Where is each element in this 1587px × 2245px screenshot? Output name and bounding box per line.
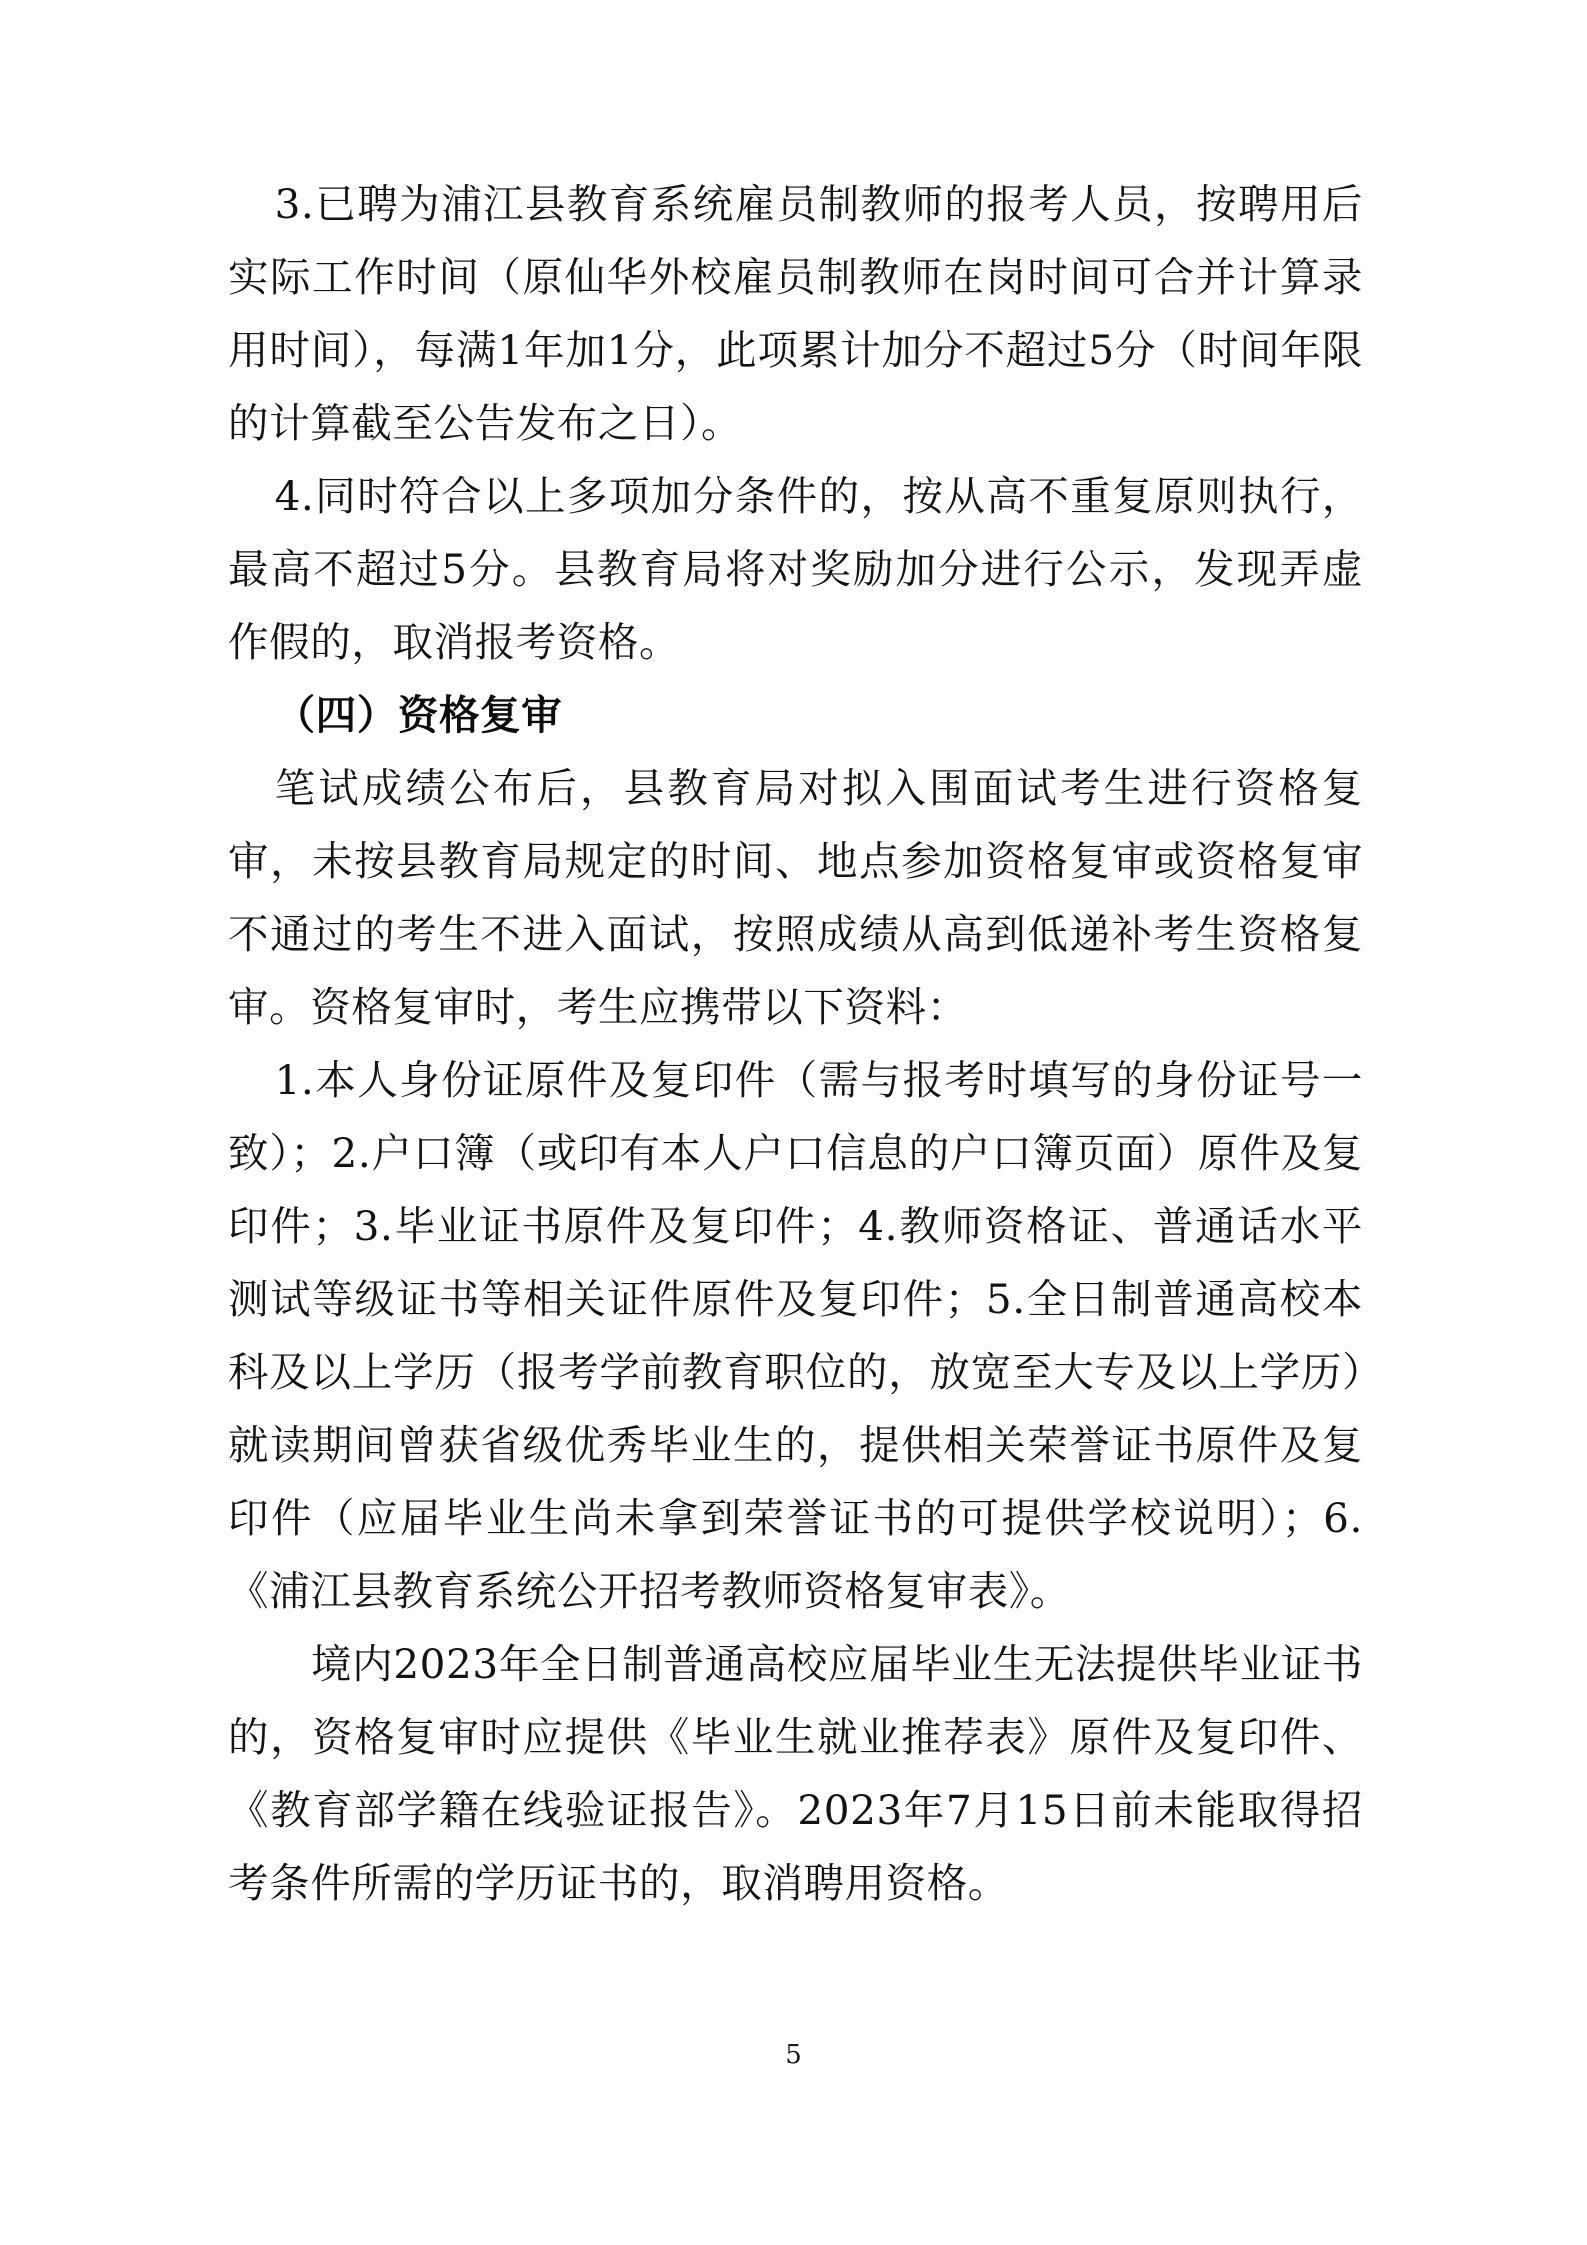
section-heading-qualification-review: （四）资格复审 xyxy=(274,691,563,739)
paragraph-item-3: 3.已聘为浦江县教育系统雇员制教师的报考人员，按聘用后实际工作时间（原仙华外校雇员制教师在岗时间可合并计算录用时间），每满1年加1分，此项累计加分不超过5分（时间年限的计算截至公告发布之日）。 xyxy=(228,180,1363,447)
page-number: 5 xyxy=(785,2040,802,2070)
paragraph-graduates-note: 境内2023年全日制普通高校应届毕业生无法提供毕业证书的，资格复审时应提供《毕业生就业推荐表》原件及复印件、《教育部学籍在线验证报告》。2023年7月15日前未能取得招考条件所需的学历证书的，取消聘用资格。 xyxy=(228,1640,1363,1907)
paragraph-review-materials: 1.本人身份证原件及复印件（需与报考时填写的身份证号一致）；2.户口簿（或印有本人户口信息的户口簿页面）原件及复印件；3.毕业证书原件及复印件；4.教师资格证、普通话水平测试等级证书等相关证件原件及复印件；5.全日制普通高校本科及以上学历（报考学前教育职位的，放宽至大专及以上学历）就读期间曾获省级优秀毕业生的，提供相关荣誉证书原件及复印件（应届毕业生尚未拿到荣誉证书的可提供学校说明）；6.《浦江县教育系统公开招考教师资格复审表》。 xyxy=(228,1056,1363,1615)
paragraph-review-intro: 笔试成绩公布后，县教育局对拟入围面试考生进行资格复审，未按县教育局规定的时间、地点参加资格复审或资格复审不通过的考生不进入面试，按照成绩从高到低递补考生资格复审。资格复审时，考生应携带以下资料： xyxy=(228,764,1363,1031)
paragraph-item-4: 4.同时符合以上多项加分条件的，按从高不重复原则执行，最高不超过5分。县教育局将对奖励加分进行公示，发现弄虚作假的，取消报考资格。 xyxy=(228,472,1363,666)
page-content xyxy=(228,168,1363,1920)
